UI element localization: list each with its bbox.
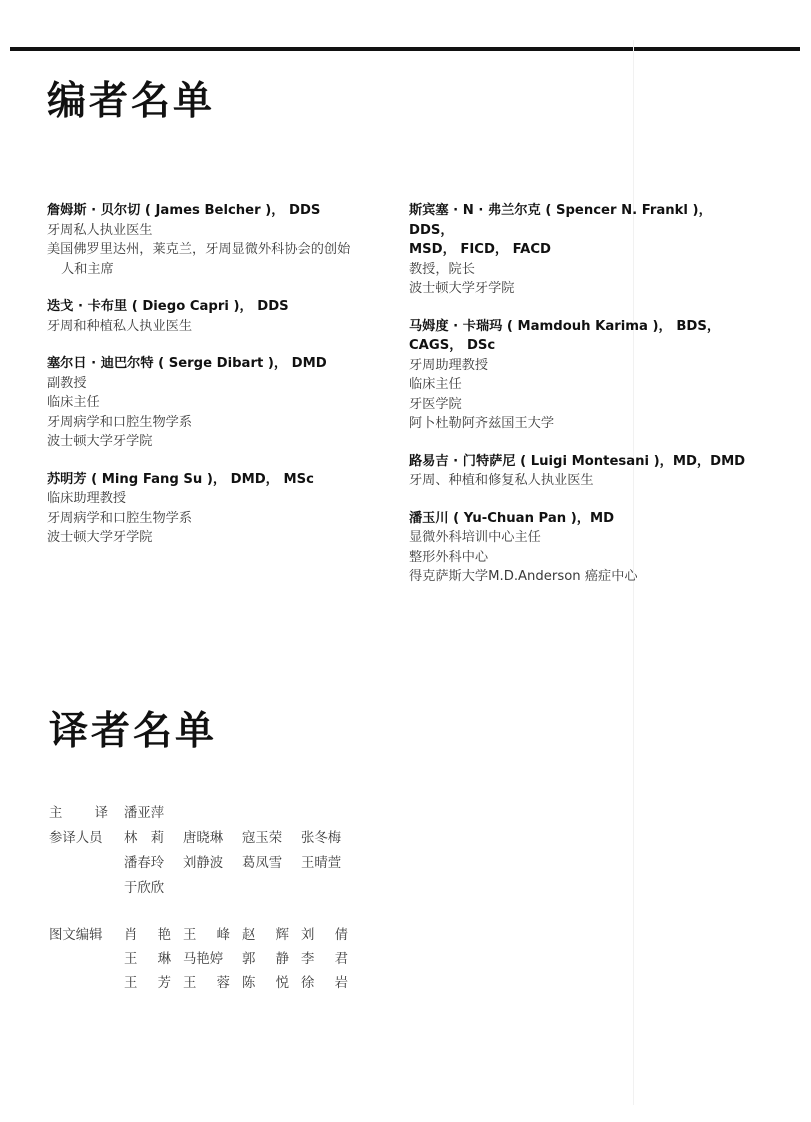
graphic-editor-name: 李 君 <box>301 952 348 967</box>
editors-section-title: 编者名单 <box>47 79 216 124</box>
participant-row <box>49 851 360 876</box>
graphic-editor-row <box>49 972 360 996</box>
graphic-editor-row <box>49 924 360 948</box>
role-label: 图文编辑 <box>49 928 103 943</box>
translator-name: 于欣欣 <box>124 881 165 896</box>
role-label-char: 译 <box>94 806 108 821</box>
editor-entry <box>47 297 402 336</box>
editor-affiliation: 美国佛罗里达州，莱克兰，牙周显微外科协会的创始 <box>47 242 351 257</box>
graphic-editor-name: 肖 艳 <box>124 928 171 943</box>
editor-affiliation: 波士顿大学牙学院 <box>47 530 153 545</box>
editor-name: 苏明芳 ( Ming Fang Su )， DMD， MSc <box>47 471 314 487</box>
graphic-editor-name: 赵 辉 <box>242 928 289 943</box>
editor-affiliation: 波士顿大学牙学院 <box>47 434 153 449</box>
editor-affiliation: 牙周私人执业医生 <box>47 222 153 238</box>
editor-affiliation: 教授，院长 <box>409 261 475 277</box>
editor-entry <box>409 317 754 434</box>
editor-entry <box>47 201 402 279</box>
role-label <box>49 801 108 826</box>
editor-affiliation: 副教授 <box>47 375 87 391</box>
role-label: 参译人员 <box>49 831 103 846</box>
graphic-editor-name: 刘 倩 <box>301 928 348 943</box>
editor-name: 马姆度 · 卡瑞玛 ( Mamdouh Karima )， BDS， <box>409 318 721 334</box>
editor-affiliation: 牙周和种植私人执业医生 <box>47 318 193 334</box>
graphic-editor-name: 王 琳 <box>124 952 171 967</box>
editor-name: 路易吉 · 门特萨尼 ( Luigi Montesani )，MD，DMD <box>409 453 746 469</box>
editor-name: 斯宾塞 · N · 弗兰尔克 ( Spencer N. Frankl )，DDS， <box>409 203 712 238</box>
role-label-char: 主 <box>49 806 63 821</box>
editor-degrees: MSD， FICD， FACD <box>409 242 551 257</box>
translator-name: 潘春玲 <box>124 856 165 871</box>
editor-name: 詹姆斯 · 贝尔切 ( James Belcher )， DDS <box>47 203 321 218</box>
participant-row <box>49 876 360 901</box>
translator-name: 张冬梅 <box>301 831 342 846</box>
editor-affiliation: 临床主任 <box>47 395 100 410</box>
editors-right-column <box>409 201 754 605</box>
graphic-editor-name: 王 峰 <box>183 928 230 943</box>
editor-name: 塞尔日 · 迪巴尔特 ( Serge Dibart )， DMD <box>47 356 327 371</box>
translator-name: 潘亚萍 <box>124 806 165 821</box>
chief-translator-row <box>49 801 360 826</box>
graphic-editor-name: 郭 静 <box>242 952 289 967</box>
editor-entry <box>409 201 754 299</box>
translator-name: 葛凤雪 <box>242 856 283 871</box>
editor-entry <box>47 470 402 548</box>
graphic-editor-name: 陈 悦 <box>242 976 289 991</box>
editors-left-column <box>47 201 402 566</box>
graphic-editor-row <box>49 948 360 972</box>
editor-affiliation: 人和主席 <box>61 261 114 277</box>
graphic-editors-list <box>49 924 360 996</box>
graphic-editor-name: 徐 岩 <box>301 976 348 991</box>
editor-name: 迭戈 · 卡布里 ( Diego Capri )， DDS <box>47 299 289 314</box>
editor-affiliation: 临床助理教授 <box>47 491 127 506</box>
editor-affiliation: 阿卜杜勒阿齐兹国王大学 <box>409 416 555 431</box>
participant-row <box>49 826 360 851</box>
editor-affiliation: 牙周、种植和修复私人执业医生 <box>409 473 594 488</box>
editor-entry <box>409 452 754 491</box>
translators-section-title: 译者名单 <box>49 709 218 754</box>
translator-name: 王晴萱 <box>301 856 342 871</box>
graphic-editor-name: 马艳婷 <box>183 952 224 967</box>
editor-affiliation: 临床主任 <box>409 377 462 392</box>
editor-affiliation: 整形外科中心 <box>409 549 489 565</box>
editor-affiliation: 波士顿大学牙学院 <box>409 281 515 296</box>
editor-entry <box>47 354 402 452</box>
editor-affiliation: 牙周助理教授 <box>409 357 489 373</box>
editor-affiliation: 显微外科培训中心主任 <box>409 530 541 545</box>
editor-name: 潘玉川 ( Yu-Chuan Pan )，MD <box>409 510 615 526</box>
editor-affiliation: 牙医学院 <box>409 396 462 412</box>
translator-name: 寇玉荣 <box>242 831 283 846</box>
editor-affiliation: 牙周病学和口腔生物学系 <box>47 510 193 526</box>
graphic-editor-name: 王 蓉 <box>183 976 230 991</box>
editor-affiliation: 牙周病学和口腔生物学系 <box>47 414 193 430</box>
translators-list <box>49 801 360 901</box>
translator-name: 林 莉 <box>124 831 165 846</box>
graphic-editor-name: 王 芳 <box>124 976 171 991</box>
top-rule <box>10 47 800 51</box>
editor-degrees: CAGS， DSc <box>409 338 496 353</box>
translator-name: 唐晓琳 <box>183 831 224 846</box>
translator-name: 刘静波 <box>183 856 224 871</box>
editor-entry <box>409 509 754 587</box>
editor-affiliation: 得克萨斯大学M.D.Anderson 癌症中心 <box>409 569 638 584</box>
